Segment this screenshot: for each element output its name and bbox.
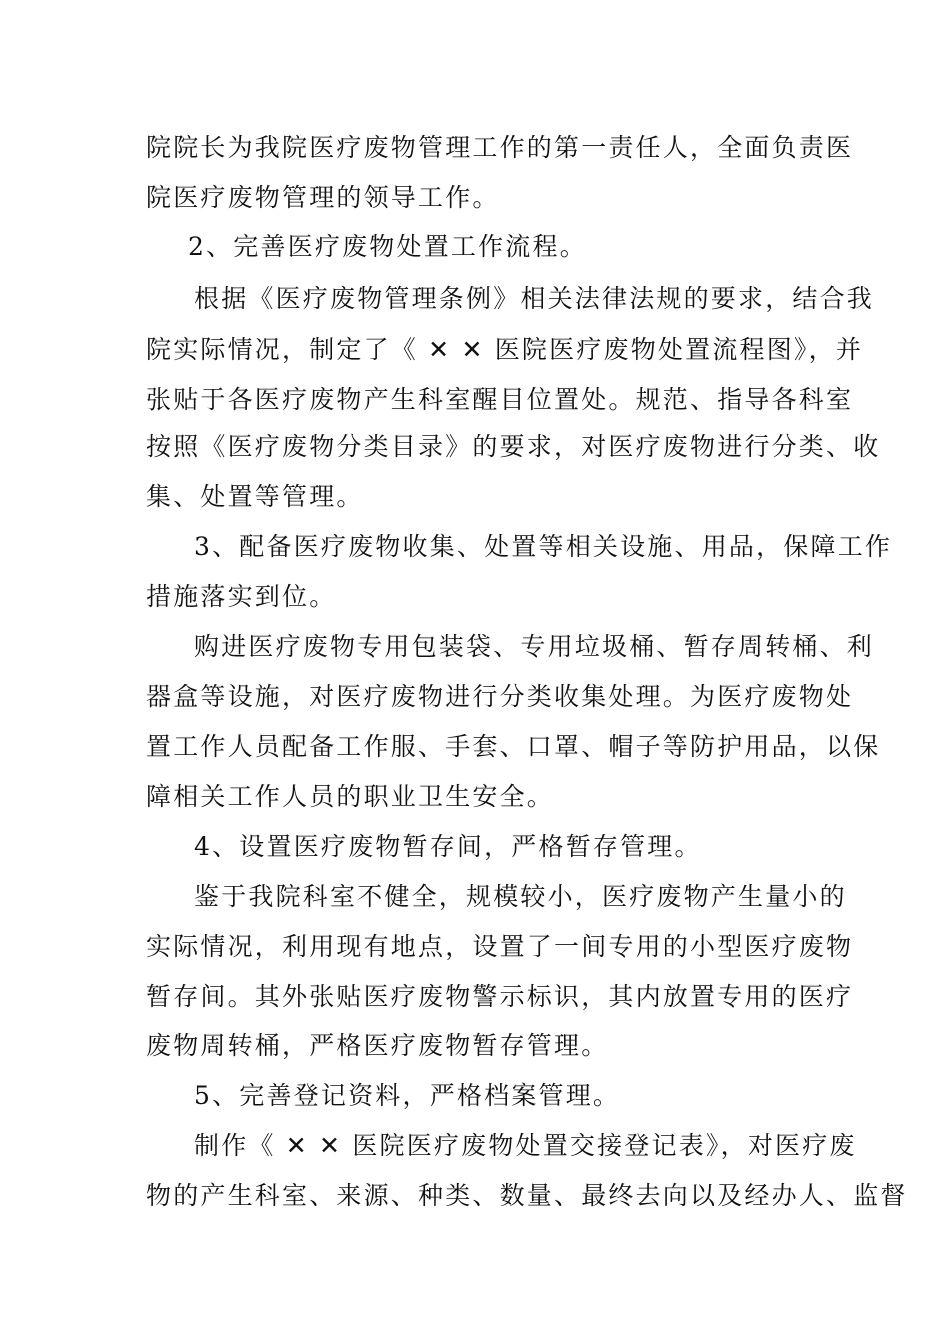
text-line: 购进医疗废物专用包装袋、专用垃圾桶、暂存周转桶、利 [194,632,875,661]
text-line: 置工作人员配备工作服、手套、口罩、帽子等防护用品，以保 [146,732,881,761]
text-line: 院院长为我院医疗废物管理工作的第一责任人，全面负责医 [146,133,854,162]
text-line: 院医疗废物管理的领导工作。 [146,183,500,212]
text-line: 障相关工作人员的职业卫生安全。 [146,782,555,811]
section-heading: 4、设置医疗废物暂存间，严格暂存管理。 [194,832,702,861]
text-line: 物的产生科室、来源、种类、数量、最终去向以及经办人、监督 [146,1181,908,1210]
text-line: 鉴于我院科室不健全，规模较小，医疗废物产生量小的 [194,882,847,911]
section-heading: 2、完善医疗废物处置工作流程。 [188,232,587,261]
text-line: 措施落实到位。 [146,582,337,611]
text-line: 张贴于各医疗废物产生科室醒目位置处。规范、指导各科室 [146,385,854,414]
text-line: 器盒等设施，对医疗废物进行分类收集处理。为医疗废物处 [146,682,854,711]
section-heading: 3、配备医疗废物收集、处置等相关设施、用品，保障工作 [194,532,893,561]
text-line: 废物周转桶，严格医疗废物暂存管理。 [146,1031,609,1060]
text-line: 按照《医疗废物分类目录》的要求，对医疗废物进行分类、收 [146,432,881,461]
text-line: 实际情况，利用现有地点，设置了一间专用的小型医疗废物 [146,932,854,961]
section-heading: 5、完善登记资料，严格档案管理。 [194,1081,621,1110]
text-line: 制作《 ✕ ✕ 医院医疗废物处置交接登记表》，对医疗废 [194,1131,857,1160]
text-line: 根据《医疗废物管理条例》相关法律法规的要求，结合我 [194,284,875,313]
text-line: 集、处置等管理。 [146,482,364,511]
text-line: 暂存间。其外张贴医疗废物警示标识，其内放置专用的医疗 [146,982,854,1011]
text-line: 院实际情况，制定了《 ✕ ✕ 医院医疗废物处置流程图》，并 [146,335,864,364]
